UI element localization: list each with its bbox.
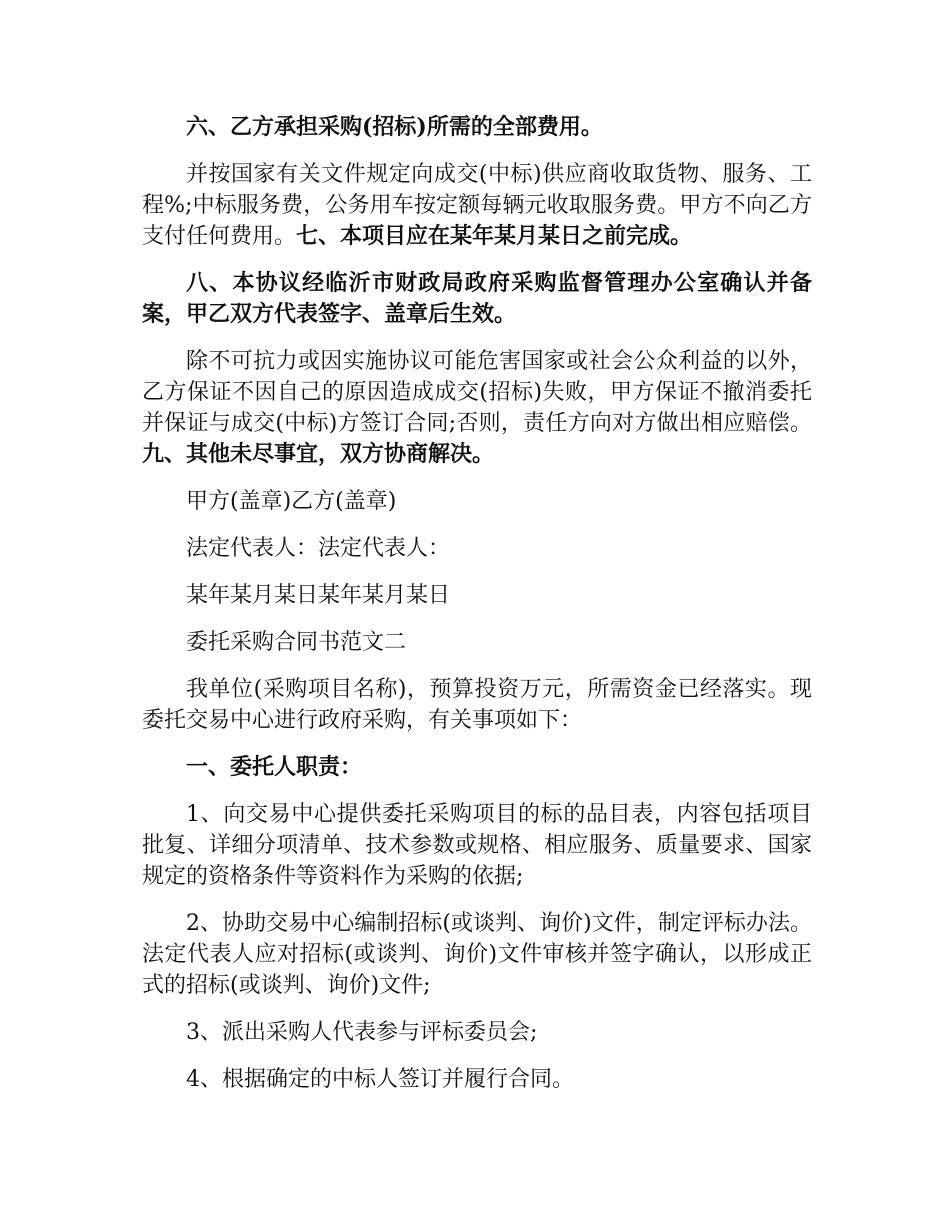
- duty-3: 3、派出采购人代表参与评标委员会;: [186, 1020, 538, 1045]
- clause-9: 九、其他未尽事宜，双方协商解决。: [142, 441, 495, 467]
- clause-8: 八、本协议经临沂市财政局政府采购监督管理办公室确认并备案，甲乙双方代表签字、盖章后生效。: [142, 270, 812, 327]
- signature-dates: 某年某月某日某年某月某日: [186, 583, 451, 608]
- duty-2: 2、协助交易中心编制招标(或谈判、询价)文件，制定评标办法。法定代表人应对招标(或谈判、询价)文件审核并签字确认，以形成正式的招标(或谈判、询价)文件;: [142, 911, 812, 998]
- legal-representatives: 法定代表人：法定代表人：: [186, 536, 451, 561]
- duty-1: 1、向交易中心提供委托采购项目的标的品目表，内容包括项目批复、详细分项清单、技术参数或规格、相应服务、质量要求、国家规定的资格条件等资料作为采购的依据;: [142, 802, 812, 889]
- intro-paragraph: 我单位(采购项目名称)，预算投资万元，所需资金已经落实。现委托交易中心进行政府采购，有关事项如下：: [142, 677, 812, 733]
- clause-6-detail: [142, 159, 812, 252]
- clause-8-detail: [142, 346, 812, 470]
- clause-6: 六、乙方承担采购(招标)所需的全部费用。: [186, 114, 603, 140]
- signature-seals: 甲方(盖章)乙方(盖章): [186, 489, 397, 514]
- clause-8-detail-text: 除不可抗力或因实施协议可能危害国家或社会公众利益的以外，乙方保证不因自己的原因造成成交(招标)失败，甲方保证不撤消委托并保证与成交(中标)方签订合同;否则，责任方向对方做出相应赔偿。: [142, 349, 812, 436]
- client-duties-heading: 一、委托人职责：: [186, 754, 363, 780]
- clause-6-detail-text: 并按国家有关文件规定向成交(中标)供应商收取货物、服务、工程%;中标服务费，公务用车按定额每辆元收取服务费。甲方不向乙方支付任何费用。: [142, 162, 812, 249]
- duty-4: 4、根据确定的中标人签订并履行合同。: [186, 1067, 574, 1092]
- clause-7: 七、本项目应在某年某月某日之前完成。: [296, 223, 693, 249]
- document-page: [142, 112, 812, 1111]
- section-title: 委托采购合同书范文二: [186, 630, 407, 655]
